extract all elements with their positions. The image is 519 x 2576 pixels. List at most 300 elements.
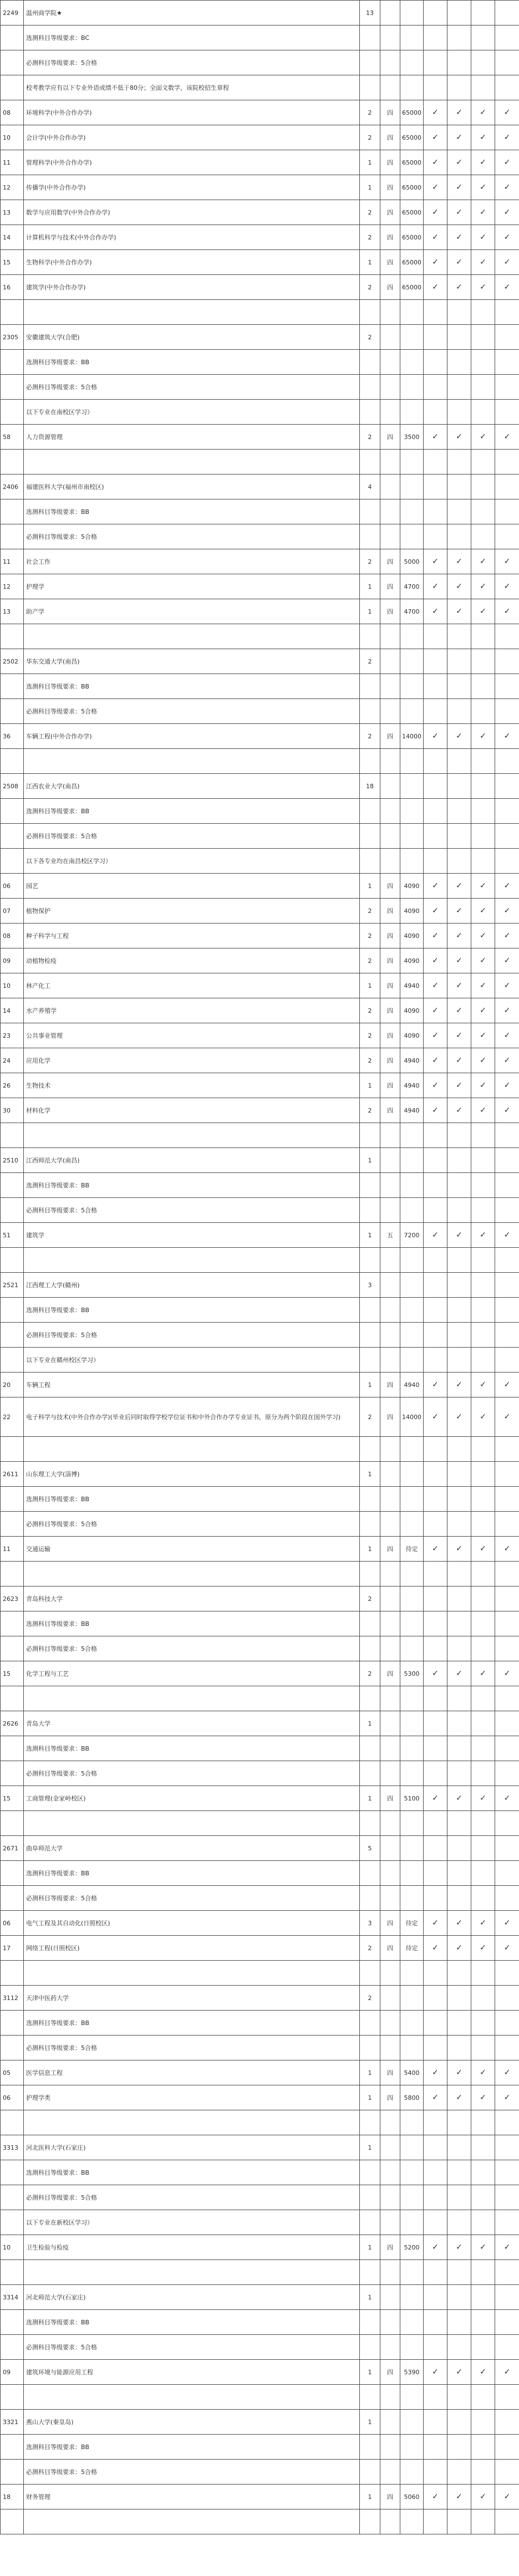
empty-cell: [495, 1686, 519, 1711]
major-code-cell: 11: [1, 1537, 24, 1562]
check-mark-icon: ✓: [471, 200, 495, 225]
empty-cell: [471, 674, 495, 699]
empty-code-cell: [1, 1323, 24, 1348]
empty-cell: [471, 1198, 495, 1223]
major-code-cell: 08: [1, 924, 24, 948]
empty-cell: [380, 749, 400, 774]
empty-cell: [495, 2310, 519, 2335]
tuition-fee-cell: 4090: [400, 998, 424, 1023]
check-mark-icon: ✓: [424, 1098, 447, 1123]
empty-cell: [447, 400, 471, 425]
empty-code-cell: [1, 375, 24, 400]
requirement-note-row: [1, 350, 519, 375]
school-group-row: [1, 1587, 519, 1611]
check-mark-icon: ✓: [471, 1936, 495, 1961]
empty-cell: [400, 1686, 424, 1711]
empty-cell: [424, 1686, 447, 1711]
empty-cell: [360, 1348, 380, 1373]
check-mark-icon: ✓: [424, 425, 447, 450]
requirement-note-row: [1, 2185, 519, 2210]
study-years-cell: 四: [380, 150, 400, 175]
empty-cell: [447, 375, 471, 400]
check-mark-icon: ✓: [424, 724, 447, 749]
empty-cell: [447, 699, 471, 724]
empty-cell: [424, 1961, 447, 1986]
requirement-note-cell: 选测科目等级要求：BB: [24, 799, 360, 824]
empty-cell: [471, 1711, 495, 1736]
empty-cell: [380, 674, 400, 699]
study-years-cell: 四: [380, 1911, 400, 1936]
empty-cell: [495, 2036, 519, 2060]
empty-cell: [360, 75, 380, 100]
empty-cell: [424, 799, 447, 824]
check-mark-icon: ✓: [495, 599, 519, 624]
spacer-row: [1, 1437, 519, 1462]
empty-cell: [380, 524, 400, 549]
major-name-cell: 植物保护: [24, 899, 360, 924]
empty-cell: [495, 1148, 519, 1173]
requirement-note-cell: 选测科目等级要求：BB: [24, 1487, 360, 1512]
empty-cell: [495, 1711, 519, 1736]
plan-count-cell: 2: [360, 1661, 380, 1686]
tuition-fee-cell: 14000: [400, 724, 424, 749]
empty-cell: [380, 25, 400, 50]
empty-cell: [360, 1512, 380, 1537]
tuition-fee-cell: 65000: [400, 275, 424, 300]
empty-cell: [360, 375, 380, 400]
empty-cell: [380, 1487, 400, 1512]
empty-cell: [360, 400, 380, 425]
requirement-note-cell: 以下各专业均在南昌校区学习）: [24, 849, 360, 874]
empty-cell: [380, 824, 400, 849]
group-plan-count-cell: 3: [360, 1273, 380, 1298]
empty-cell: [447, 2185, 471, 2210]
check-mark-icon: ✓: [495, 1048, 519, 1073]
study-years-cell: 四: [380, 1048, 400, 1073]
group-code-cell: 2623: [1, 1587, 24, 1611]
empty-code-cell: [1, 2460, 24, 2485]
empty-cell: [471, 1836, 495, 1861]
empty-cell: [400, 25, 424, 50]
tuition-fee-cell: 4090: [400, 1023, 424, 1048]
empty-cell: [424, 1298, 447, 1323]
tuition-fee-cell: 4090: [400, 924, 424, 948]
empty-cell: [447, 350, 471, 375]
check-mark-icon: ✓: [471, 874, 495, 899]
major-row: [1, 1537, 519, 1562]
empty-cell: [380, 1587, 400, 1611]
check-mark-icon: ✓: [471, 2360, 495, 2385]
check-mark-icon: ✓: [471, 1223, 495, 1248]
empty-cell: [471, 524, 495, 549]
tuition-fee-cell: 5390: [400, 2360, 424, 2385]
empty-cell: [424, 50, 447, 75]
empty-cell: [1, 2260, 24, 2285]
major-code-cell: 20: [1, 1373, 24, 1397]
major-row: [1, 1048, 519, 1073]
study-years-cell: 四: [380, 100, 400, 125]
major-name-cell: 应用化学: [24, 1048, 360, 1073]
school-group-row: [1, 1836, 519, 1861]
empty-cell: [447, 1248, 471, 1273]
empty-cell: [424, 1861, 447, 1886]
empty-cell: [24, 300, 360, 325]
empty-cell: [424, 1462, 447, 1487]
check-mark-icon: ✓: [471, 924, 495, 948]
major-name-cell: 园艺: [24, 874, 360, 899]
empty-cell: [380, 2160, 400, 2185]
group-plan-count-cell: 1: [360, 2285, 380, 2310]
empty-cell: [424, 475, 447, 499]
empty-cell: [24, 749, 360, 774]
major-row: [1, 200, 519, 225]
check-mark-icon: ✓: [471, 175, 495, 200]
requirement-note-row: [1, 1298, 519, 1323]
empty-cell: [424, 1, 447, 25]
tuition-fee-cell: 待定: [400, 1911, 424, 1936]
empty-cell: [360, 799, 380, 824]
empty-cell: [471, 1123, 495, 1148]
major-row: [1, 1786, 519, 1811]
check-mark-icon: ✓: [471, 225, 495, 250]
major-code-cell: 15: [1, 1661, 24, 1686]
major-row: [1, 874, 519, 899]
plan-count-cell: 2: [360, 200, 380, 225]
empty-cell: [400, 2410, 424, 2435]
empty-cell: [471, 1, 495, 25]
empty-cell: [400, 1148, 424, 1173]
check-mark-icon: ✓: [471, 125, 495, 150]
requirement-note-row: [1, 2210, 519, 2235]
empty-cell: [380, 1636, 400, 1661]
major-name-cell: 网络工程(日照校区): [24, 1936, 360, 1961]
group-plan-count-cell: 1: [360, 1711, 380, 1736]
empty-cell: [424, 1487, 447, 1512]
empty-cell: [424, 2509, 447, 2534]
major-name-cell: 管理科学(中外合作办学): [24, 150, 360, 175]
requirement-note-row: [1, 2036, 519, 2060]
check-mark-icon: ✓: [495, 2360, 519, 2385]
major-code-cell: 05: [1, 2060, 24, 2085]
empty-cell: [447, 2036, 471, 2060]
empty-cell: [360, 1487, 380, 1512]
group-plan-count-cell: 4: [360, 475, 380, 499]
empty-cell: [471, 1298, 495, 1323]
group-code-cell: 2626: [1, 1711, 24, 1736]
major-row: [1, 1936, 519, 1961]
empty-cell: [380, 1961, 400, 1986]
empty-cell: [424, 1811, 447, 1836]
check-mark-icon: ✓: [495, 874, 519, 899]
empty-cell: [471, 849, 495, 874]
requirement-note-row: [1, 524, 519, 549]
empty-cell: [380, 2135, 400, 2160]
empty-cell: [400, 824, 424, 849]
empty-cell: [360, 2310, 380, 2335]
tuition-fee-cell: 5060: [400, 2485, 424, 2509]
empty-cell: [24, 1961, 360, 1986]
empty-cell: [471, 1323, 495, 1348]
empty-cell: [447, 1611, 471, 1636]
plan-count-cell: 2: [360, 549, 380, 574]
plan-count-cell: 2: [360, 1048, 380, 1073]
empty-cell: [495, 450, 519, 475]
plan-count-cell: 1: [360, 2085, 380, 2110]
check-mark-icon: ✓: [424, 1911, 447, 1936]
major-row: [1, 1661, 519, 1686]
empty-code-cell: [1, 1348, 24, 1373]
check-mark-icon: ✓: [471, 973, 495, 998]
check-mark-icon: ✓: [471, 1073, 495, 1098]
empty-cell: [447, 1636, 471, 1661]
major-name-cell: 环境科学(中外合作办学): [24, 100, 360, 125]
empty-cell: [471, 699, 495, 724]
empty-cell: [447, 300, 471, 325]
empty-cell: [400, 2135, 424, 2160]
check-mark-icon: ✓: [447, 225, 471, 250]
empty-cell: [360, 849, 380, 874]
check-mark-icon: ✓: [447, 125, 471, 150]
check-mark-icon: ✓: [447, 425, 471, 450]
empty-code-cell: [1, 849, 24, 874]
empty-cell: [447, 1123, 471, 1148]
empty-cell: [424, 450, 447, 475]
empty-cell: [495, 2160, 519, 2185]
empty-code-cell: [1, 50, 24, 75]
spacer-row: [1, 1961, 519, 1986]
study-years-cell: 四: [380, 2085, 400, 2110]
empty-cell: [471, 75, 495, 100]
check-mark-icon: ✓: [424, 874, 447, 899]
empty-cell: [400, 50, 424, 75]
requirement-note-row: [1, 1487, 519, 1512]
empty-cell: [400, 1836, 424, 1861]
requirement-note-cell: 选测科目等级要求：BB: [24, 1611, 360, 1636]
empty-cell: [1, 1123, 24, 1148]
empty-cell: [1, 1437, 24, 1462]
empty-cell: [380, 1986, 400, 2011]
requirement-note-cell: 必测科目等级要求：5合格: [24, 1886, 360, 1911]
check-mark-icon: ✓: [447, 250, 471, 275]
check-mark-icon: ✓: [495, 425, 519, 450]
major-row: [1, 250, 519, 275]
empty-cell: [447, 1761, 471, 1786]
major-code-cell: 36: [1, 724, 24, 749]
spacer-row: [1, 1123, 519, 1148]
check-mark-icon: ✓: [424, 599, 447, 624]
empty-cell: [471, 400, 495, 425]
empty-code-cell: [1, 2435, 24, 2460]
empty-cell: [424, 1761, 447, 1786]
empty-cell: [495, 1736, 519, 1761]
empty-cell: [424, 2011, 447, 2036]
requirement-note-row: [1, 849, 519, 874]
check-mark-icon: ✓: [424, 150, 447, 175]
empty-cell: [360, 2435, 380, 2460]
check-mark-icon: ✓: [447, 724, 471, 749]
empty-cell: [447, 1986, 471, 2011]
empty-code-cell: [1, 1487, 24, 1512]
empty-cell: [400, 1861, 424, 1886]
empty-cell: [447, 2160, 471, 2185]
empty-cell: [380, 300, 400, 325]
major-name-cell: 建筑学: [24, 1223, 360, 1248]
empty-cell: [360, 2036, 380, 2060]
study-years-cell: 四: [380, 125, 400, 150]
requirement-note-row: [1, 1861, 519, 1886]
empty-code-cell: [1, 350, 24, 375]
check-mark-icon: ✓: [447, 175, 471, 200]
empty-cell: [380, 75, 400, 100]
check-mark-icon: ✓: [447, 599, 471, 624]
major-code-cell: 07: [1, 899, 24, 924]
empty-cell: [380, 400, 400, 425]
empty-cell: [495, 1173, 519, 1198]
empty-cell: [380, 1861, 400, 1886]
empty-cell: [495, 2135, 519, 2160]
check-mark-icon: ✓: [471, 1397, 495, 1437]
school-name-cell: 江西师范大学(南昌): [24, 1148, 360, 1173]
major-row: [1, 2485, 519, 2509]
tuition-fee-cell: 5800: [400, 2085, 424, 2110]
major-name-cell: 公共事业管理: [24, 1023, 360, 1048]
empty-cell: [471, 1736, 495, 1761]
empty-cell: [400, 1886, 424, 1911]
empty-cell: [400, 1462, 424, 1487]
empty-cell: [380, 849, 400, 874]
empty-cell: [380, 1512, 400, 1537]
school-group-row: [1, 1148, 519, 1173]
check-mark-icon: ✓: [471, 724, 495, 749]
major-row: [1, 924, 519, 948]
empty-cell: [380, 1248, 400, 1273]
major-name-cell: 护理学: [24, 574, 360, 599]
empty-cell: [471, 2460, 495, 2485]
check-mark-icon: ✓: [495, 100, 519, 125]
empty-cell: [400, 1, 424, 25]
empty-cell: [447, 2509, 471, 2534]
group-code-cell: 2611: [1, 1462, 24, 1487]
check-mark-icon: ✓: [471, 2085, 495, 2110]
plan-count-cell: 1: [360, 1223, 380, 1248]
empty-cell: [380, 1148, 400, 1173]
empty-cell: [400, 649, 424, 674]
empty-cell: [447, 1836, 471, 1861]
requirement-note-row: [1, 1173, 519, 1198]
empty-cell: [400, 75, 424, 100]
empty-cell: [471, 25, 495, 50]
empty-cell: [495, 375, 519, 400]
empty-cell: [360, 1736, 380, 1761]
major-name-cell: 电气工程及其自动化(日照校区): [24, 1911, 360, 1936]
major-code-cell: 06: [1, 1911, 24, 1936]
empty-cell: [447, 1736, 471, 1761]
check-mark-icon: ✓: [447, 1537, 471, 1562]
tuition-fee-cell: 4940: [400, 1373, 424, 1397]
check-mark-icon: ✓: [447, 2360, 471, 2385]
plan-count-cell: 1: [360, 175, 380, 200]
empty-cell: [424, 674, 447, 699]
check-mark-icon: ✓: [495, 724, 519, 749]
major-name-cell: 建筑学(中外合作办学): [24, 275, 360, 300]
empty-cell: [400, 2509, 424, 2534]
empty-cell: [360, 824, 380, 849]
empty-cell: [495, 350, 519, 375]
empty-cell: [471, 2036, 495, 2060]
school-name-cell: 山东理工大学(淄博): [24, 1462, 360, 1487]
empty-cell: [380, 1462, 400, 1487]
requirement-note-cell: 必测科目等级要求：5合格: [24, 50, 360, 75]
empty-cell: [1, 749, 24, 774]
empty-cell: [424, 699, 447, 724]
empty-cell: [380, 1836, 400, 1861]
empty-cell: [380, 2385, 400, 2410]
empty-cell: [495, 1123, 519, 1148]
empty-cell: [495, 2260, 519, 2285]
check-mark-icon: ✓: [495, 973, 519, 998]
empty-cell: [360, 1686, 380, 1711]
major-code-cell: 51: [1, 1223, 24, 1248]
empty-cell: [447, 475, 471, 499]
empty-cell: [360, 1298, 380, 1323]
group-code-cell: 2249: [1, 1, 24, 25]
empty-cell: [360, 2460, 380, 2485]
check-mark-icon: ✓: [471, 1373, 495, 1397]
check-mark-icon: ✓: [424, 250, 447, 275]
check-mark-icon: ✓: [471, 100, 495, 125]
empty-cell: [424, 2160, 447, 2185]
check-mark-icon: ✓: [495, 924, 519, 948]
group-code-cell: 2502: [1, 649, 24, 674]
empty-cell: [471, 2285, 495, 2310]
empty-cell: [471, 1512, 495, 1537]
empty-cell: [1, 1562, 24, 1587]
requirement-note-cell: 必测科目等级要求：5合格: [24, 1761, 360, 1786]
empty-cell: [380, 1711, 400, 1736]
empty-cell: [471, 325, 495, 350]
empty-cell: [360, 2110, 380, 2135]
empty-cell: [495, 749, 519, 774]
major-code-cell: 26: [1, 1073, 24, 1098]
group-code-cell: 2521: [1, 1273, 24, 1298]
tuition-fee-cell: 65000: [400, 175, 424, 200]
major-row: [1, 574, 519, 599]
empty-code-cell: [1, 2160, 24, 2185]
check-mark-icon: ✓: [471, 1911, 495, 1936]
empty-cell: [380, 2260, 400, 2285]
empty-cell: [424, 1348, 447, 1373]
school-name-cell: 曲阜师范大学: [24, 1836, 360, 1861]
requirement-note-cell: 选测科目等级要求：BB: [24, 2011, 360, 2036]
requirement-note-cell: 以下专业在南校区学习）: [24, 400, 360, 425]
empty-cell: [495, 325, 519, 350]
check-mark-icon: ✓: [447, 1073, 471, 1098]
check-mark-icon: ✓: [447, 1936, 471, 1961]
empty-cell: [447, 1811, 471, 1836]
empty-cell: [471, 1761, 495, 1786]
group-code-cell: 3314: [1, 2285, 24, 2310]
check-mark-icon: ✓: [471, 275, 495, 300]
check-mark-icon: ✓: [495, 1023, 519, 1048]
empty-cell: [424, 2310, 447, 2335]
empty-cell: [24, 450, 360, 475]
empty-cell: [424, 824, 447, 849]
plan-count-cell: 2: [360, 425, 380, 450]
requirement-note-row: [1, 1611, 519, 1636]
empty-cell: [380, 350, 400, 375]
empty-cell: [447, 1562, 471, 1587]
check-mark-icon: ✓: [495, 2235, 519, 2260]
